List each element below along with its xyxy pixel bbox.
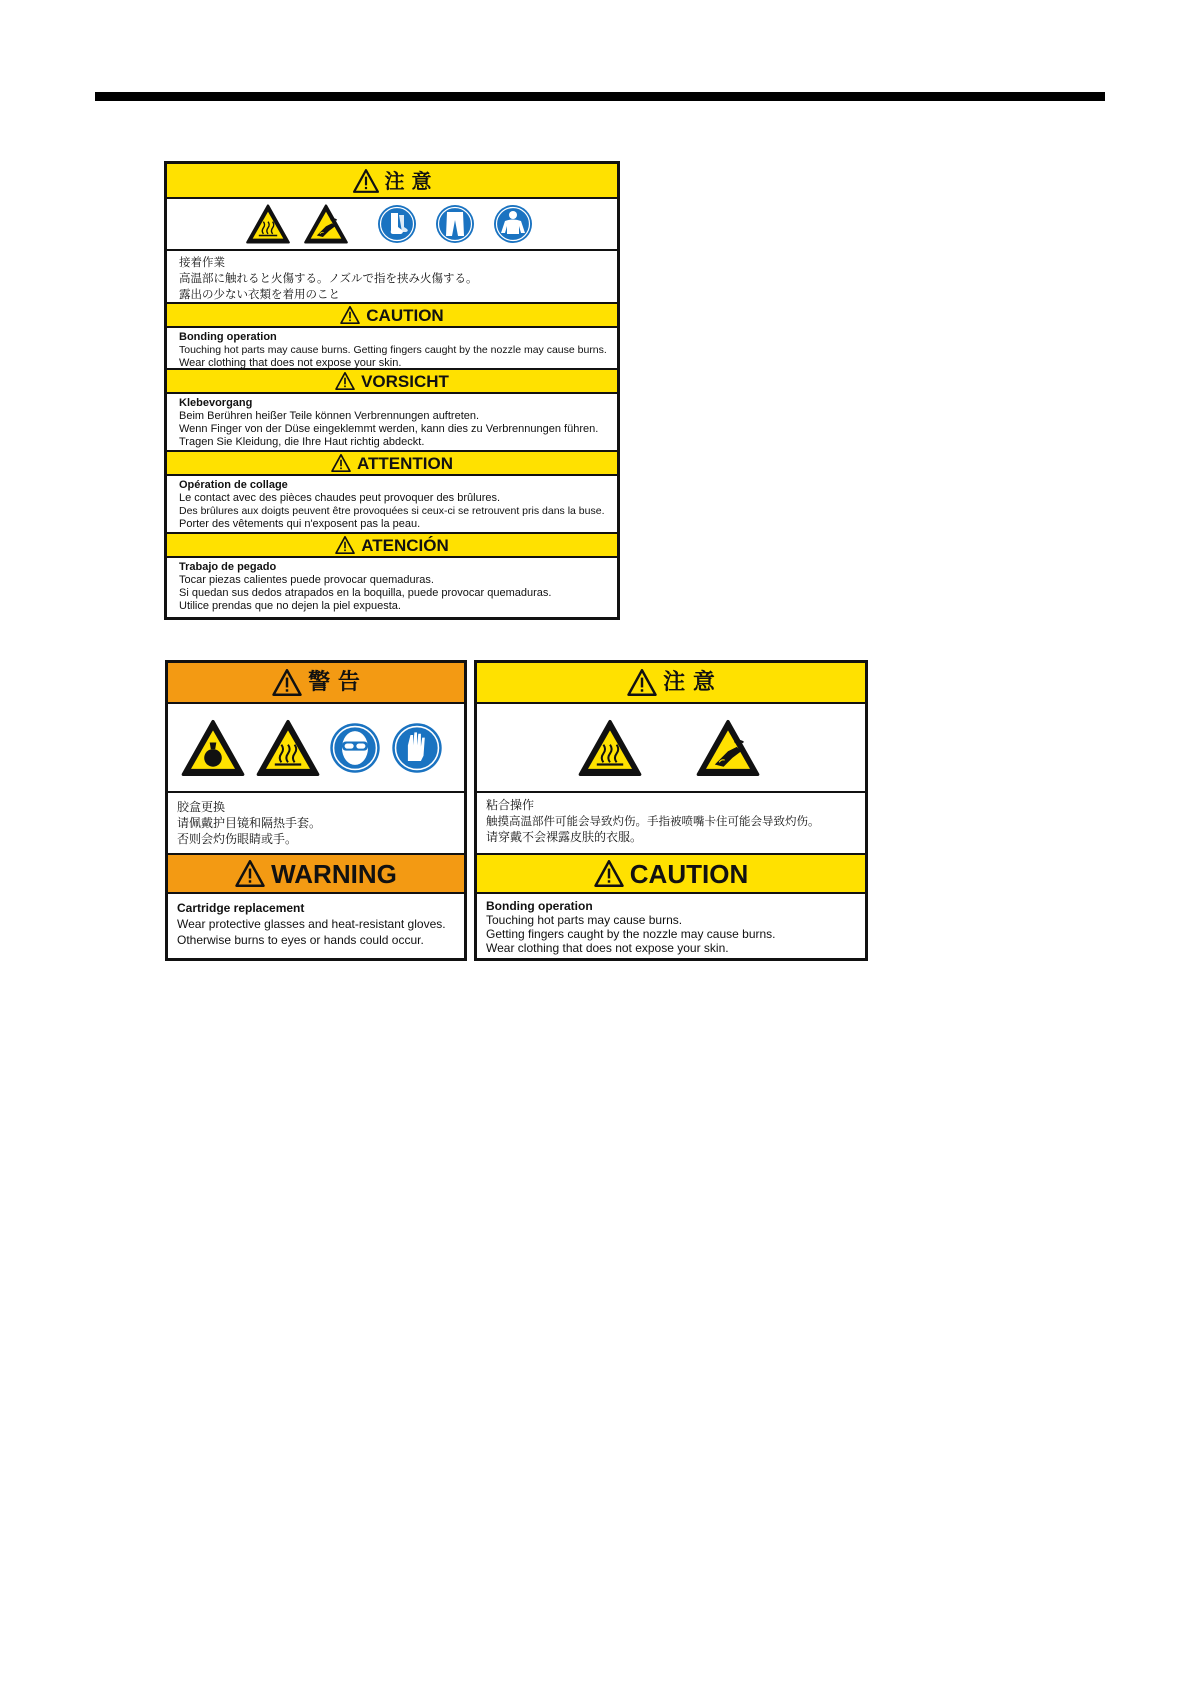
en-text-block-label2 xyxy=(168,894,464,948)
en-warning-band xyxy=(168,853,464,894)
warning-triangle-icon xyxy=(594,860,624,887)
jp-caution-band xyxy=(167,164,617,199)
cn-line-2: 否则会灼伤眼睛或手。 xyxy=(177,832,298,846)
en-line-1: Touching hot parts may cause burns. xyxy=(486,913,683,927)
hot-glue-warning-icon xyxy=(180,718,246,778)
en-line-1: Wear protective glasses and heat-resistant gloves. xyxy=(177,917,446,931)
hot-surface-warning-icon xyxy=(577,718,643,778)
de-line-3: Tragen Sie Kleidung, die Ihre Haut richtig abdeckt. xyxy=(179,436,425,448)
fr-heading: Opération de collage xyxy=(179,479,288,491)
jp-line-1: 高温部に触れると火傷する。ノズルで指を挟み火傷する。 xyxy=(179,271,478,285)
de-heading: Klebevorgang xyxy=(179,397,253,409)
caution-label-bonding-cn xyxy=(474,660,868,961)
es-heading: Trabajo de pegado xyxy=(179,561,277,573)
en-caution-band-label3 xyxy=(477,853,865,894)
cn-caution-title: 注 意 xyxy=(663,669,715,695)
cn-text-block-label3 xyxy=(477,793,865,853)
jp-line-2: 露出の少ない衣類を着用のこと xyxy=(179,287,340,301)
cn-warning-band xyxy=(168,663,464,704)
warning-triangle-icon xyxy=(353,169,379,193)
cn-heading: 胶盒更换 xyxy=(177,800,226,814)
es-caution-title: ATENCIÓN xyxy=(361,535,449,555)
es-caution-band xyxy=(167,532,617,558)
de-caution-band xyxy=(167,368,617,394)
top-rule xyxy=(95,92,1105,101)
warning-label-cartridge xyxy=(165,660,467,961)
finger-pinch-hot-nozzle-warning-icon xyxy=(695,718,761,778)
fr-text-block xyxy=(167,476,617,532)
finger-pinch-hot-nozzle-warning-icon xyxy=(303,203,349,245)
fr-line-3: Porter des vêtements qui n'exposent pas la peau. xyxy=(179,518,421,530)
warning-triangle-icon xyxy=(331,454,351,472)
en-line-2: Wear clothing that does not expose your skin. xyxy=(179,357,402,369)
jp-heading: 接着作業 xyxy=(179,255,225,269)
label1-pictogram-row xyxy=(167,199,617,251)
cn-text-block-label2 xyxy=(168,793,464,853)
es-line-2: Si quedan sus dedos atrapados en la boquilla, puede provocar quemaduras. xyxy=(179,587,552,599)
warning-triangle-icon xyxy=(340,306,360,324)
en-warning-title: WARNING xyxy=(271,858,397,889)
en-caution-band xyxy=(167,302,617,328)
en-heading: Cartridge replacement xyxy=(177,901,305,915)
warning-triangle-icon xyxy=(335,536,355,554)
fr-line-1: Le contact avec des pièces chaudes peut provoquer des brûlures. xyxy=(179,492,501,504)
cn-line-1: 请佩戴护目镜和隔热手套。 xyxy=(177,816,322,830)
en-line-3: Wear clothing that does not expose your skin. xyxy=(486,941,729,955)
cn-caution-band xyxy=(477,663,865,704)
caution-label-multilingual xyxy=(164,161,620,620)
en-text-block xyxy=(167,328,617,368)
warning-triangle-icon xyxy=(335,372,355,390)
es-text-block xyxy=(167,558,617,613)
cn-line-2: 请穿戴不会裸露皮肤的衣服。 xyxy=(486,830,643,844)
wear-gloves-icon xyxy=(391,722,443,774)
jp-caution-title: 注 意 xyxy=(384,168,432,193)
de-caution-title: VORSICHT xyxy=(361,371,449,391)
en-caution-title-label3: CAUTION xyxy=(629,858,749,889)
en-heading: Bonding operation xyxy=(486,899,593,913)
wear-trousers-icon xyxy=(435,204,475,244)
es-line-1: Tocar piezas calientes puede provocar quemaduras. xyxy=(179,574,434,586)
en-caution-title: CAUTION xyxy=(366,305,444,325)
cn-heading: 粘合操作 xyxy=(486,798,535,812)
es-line-3: Utilice prendas que no dejen la piel expuesta. xyxy=(179,600,401,612)
warning-triangle-icon xyxy=(627,669,657,696)
de-text-block xyxy=(167,394,617,450)
de-line-2: Wenn Finger von der Düse eingeklemmt werden, kann dies zu Verbrennungen führen. xyxy=(179,423,599,435)
de-line-1: Beim Berühren heißer Teile können Verbrennungen auftreten. xyxy=(179,410,480,422)
wear-long-sleeve-icon xyxy=(493,204,533,244)
en-text-block-label3 xyxy=(477,894,865,955)
cn-warning-title: 警 告 xyxy=(308,669,360,695)
en-line-2: Getting fingers caught by the nozzle may cause burns. xyxy=(486,927,776,941)
jp-text-block xyxy=(167,251,617,302)
hot-surface-warning-icon xyxy=(255,718,321,778)
warning-triangle-icon xyxy=(272,669,302,696)
wear-goggles-icon xyxy=(329,722,381,774)
fr-caution-band xyxy=(167,450,617,476)
label3-pictogram-row xyxy=(477,704,865,793)
warning-triangle-icon xyxy=(235,860,265,887)
label2-pictogram-row xyxy=(168,704,464,793)
fr-caution-title: ATTENTION xyxy=(356,453,453,473)
en-heading: Bonding operation xyxy=(179,331,277,343)
hot-surface-warning-icon xyxy=(245,203,291,245)
wear-socks-icon xyxy=(377,204,417,244)
en-line-1: Touching hot parts may cause burns. Getting fingers caught by the nozzle may cause burns. xyxy=(179,344,607,356)
fr-line-2: Des brûlures aux doigts peuvent être provoquées si ceux-ci se retrouvent pris dans la buse. xyxy=(179,505,605,517)
en-line-2: Otherwise burns to eyes or hands could occur. xyxy=(177,933,424,947)
cn-line-1: 触摸高温部件可能会导致灼伤。手指被喷嘴卡住可能会导致灼伤。 xyxy=(486,814,820,828)
